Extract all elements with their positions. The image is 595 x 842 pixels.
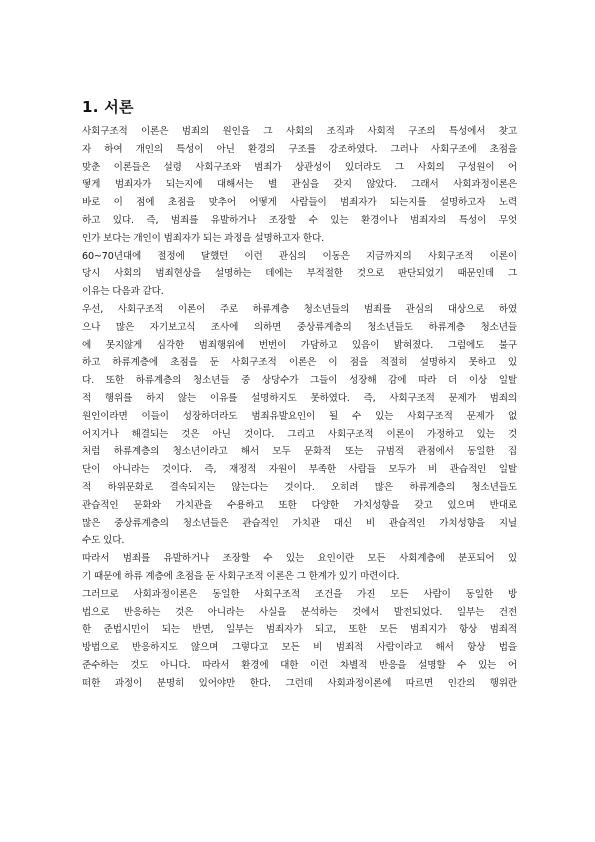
- text-line: 60~70년대에 절정에 달했던 이런 관심의 이동은 지금까지의 사회구조적 이론이: [82, 250, 517, 262]
- text-line: 법으로 반응하는 것은 아니라는 사실을 분석하는 것에서 발전되었다. 일부는 건전: [82, 606, 517, 618]
- text-line: 준수하는 것도 아니다. 따라서 환경에 대한 이런 차별적 반응을 설명할 수 있는 어: [82, 659, 517, 671]
- text-line: 맞춘 이론들은 설령 사회구조와 범죄가 상관성이 있더라도 그 사회의 구성원이 어: [82, 161, 517, 173]
- text-line: 우선, 사회구조적 이론이 주로 하류계층 청소년들의 범죄를 관심의 대상으로 하였: [82, 303, 517, 315]
- text-line: 적 행위를 하지 않는 이유를 설명하지도 못하였다. 즉, 사회구조적 문제가 범죄의: [82, 392, 517, 404]
- text-line: 떠한 과정이 분명히 있어야만 한다. 그런데 사회과정이론에 따르면 인간의 행위란: [82, 677, 517, 689]
- text-line: 기 때문에 하류 계층에 초점을 둔 사회구조적 이론은 그 한계가 있기 마련이다.: [82, 570, 400, 582]
- text-line: 적 하위문화로 결속되지는 않는다는 것이다. 오히려 많은 하류계층의 청소년들도: [82, 481, 517, 493]
- text-line: 하고 하류계층에 초점을 둔 사회구조적 이론은 이 점을 적절히 설명하지 못하고 있: [82, 357, 517, 369]
- text-line: 수도 있다.: [82, 535, 125, 547]
- text-line: 따라서 범죄를 유발하거나 조장할 수 있는 요인이란 모든 사회계층에 분포되어 있: [82, 553, 517, 565]
- text-line: 자 하여 개인의 특성이 아닌 환경의 구조를 강조하였다. 그러나 사회구조에 초점을: [82, 143, 517, 155]
- text-line: 에 못지않게 심각한 범죄행위에 번번이 가담하고 있음이 밝혀졌다. 그럼에도 불구: [82, 339, 517, 351]
- text-line: 사회구조적 이론은 범죄의 원인을 그 사회의 조직과 사회적 구조의 특성에서 찾고: [82, 126, 517, 137]
- section-heading: 1. 서론: [82, 98, 134, 116]
- text-line: 다. 또한 하류계층의 청소년들 중 상당수가 그들이 성장해 감에 따라 더 이상 일탈: [82, 375, 517, 387]
- text-line: 원인이라면 이들이 성장하더라도 범죄유발요인이 될 수 있는 사회구조적 문제가 없: [82, 410, 517, 422]
- text-line: 바로 이 점에 초점을 맞추어 어떻게 사람들이 범죄자가 되는지를 설명하고자 노력: [82, 197, 517, 209]
- text-line: 으나 많은 자기보고식 조사에 의하면 중상류계층의 청소년들도 하류계층 청소년들: [82, 321, 517, 333]
- body-text: [82, 123, 517, 693]
- text-line: 어지거나 해결되는 것은 아닌 것이다. 그리고 사회구조적 이론이 가정하고 있는 것: [82, 428, 517, 440]
- text-line: 방법으로 반응하지도 않으며 그렇다고 모든 비 범죄적 사람이라고 해서 항상 법을: [82, 642, 517, 654]
- text-line: 관습적인 문화와 가치관을 수용하고 또한 다양한 가치성향을 갖고 있으며 반대로: [82, 499, 517, 511]
- text-line: 인가 보다는 개인이 범죄자가 되는 과정을 설명하고자 한다.: [82, 232, 325, 244]
- text-line: 그러므로 사회과정이론은 동일한 사회구조적 조건을 가진 모든 사람이 동일한 방: [82, 588, 517, 600]
- text-line: 떻게 범죄자가 되는지에 대해서는 별 관심을 갖지 않았다. 그래서 사회과정이론은: [82, 179, 517, 191]
- text-line: 이유는 다음과 같다.: [82, 286, 164, 298]
- text-line: 단이 아니라는 것이다. 즉, 재정적 자원이 부족한 사람들 모두가 비 관습적인 일탈: [82, 464, 517, 476]
- text-line: 한 준법시민이 되는 반면, 일부는 범죄자가 되고, 또한 모든 범죄지가 항상 범죄적: [82, 624, 517, 636]
- text-line: 하고 있다. 즉, 범죄를 유발하거나 조장할 수 있는 환경이나 범죄자의 특성이 무엇: [82, 214, 517, 226]
- text-line: 많은 중상류계층의 청소년들은 관습적인 가치관 대신 비 관습적인 가치성향을 지닐: [82, 517, 517, 529]
- text-line: 처럼 하류계층의 청소년이라고 해서 모두 문화적 또는 규범적 관점에서 동일한 집: [82, 446, 517, 458]
- text-line: 당시 사회의 범죄현상을 설명하는 데에는 부적절한 것으로 판단되었기 때문인데 그: [82, 268, 517, 280]
